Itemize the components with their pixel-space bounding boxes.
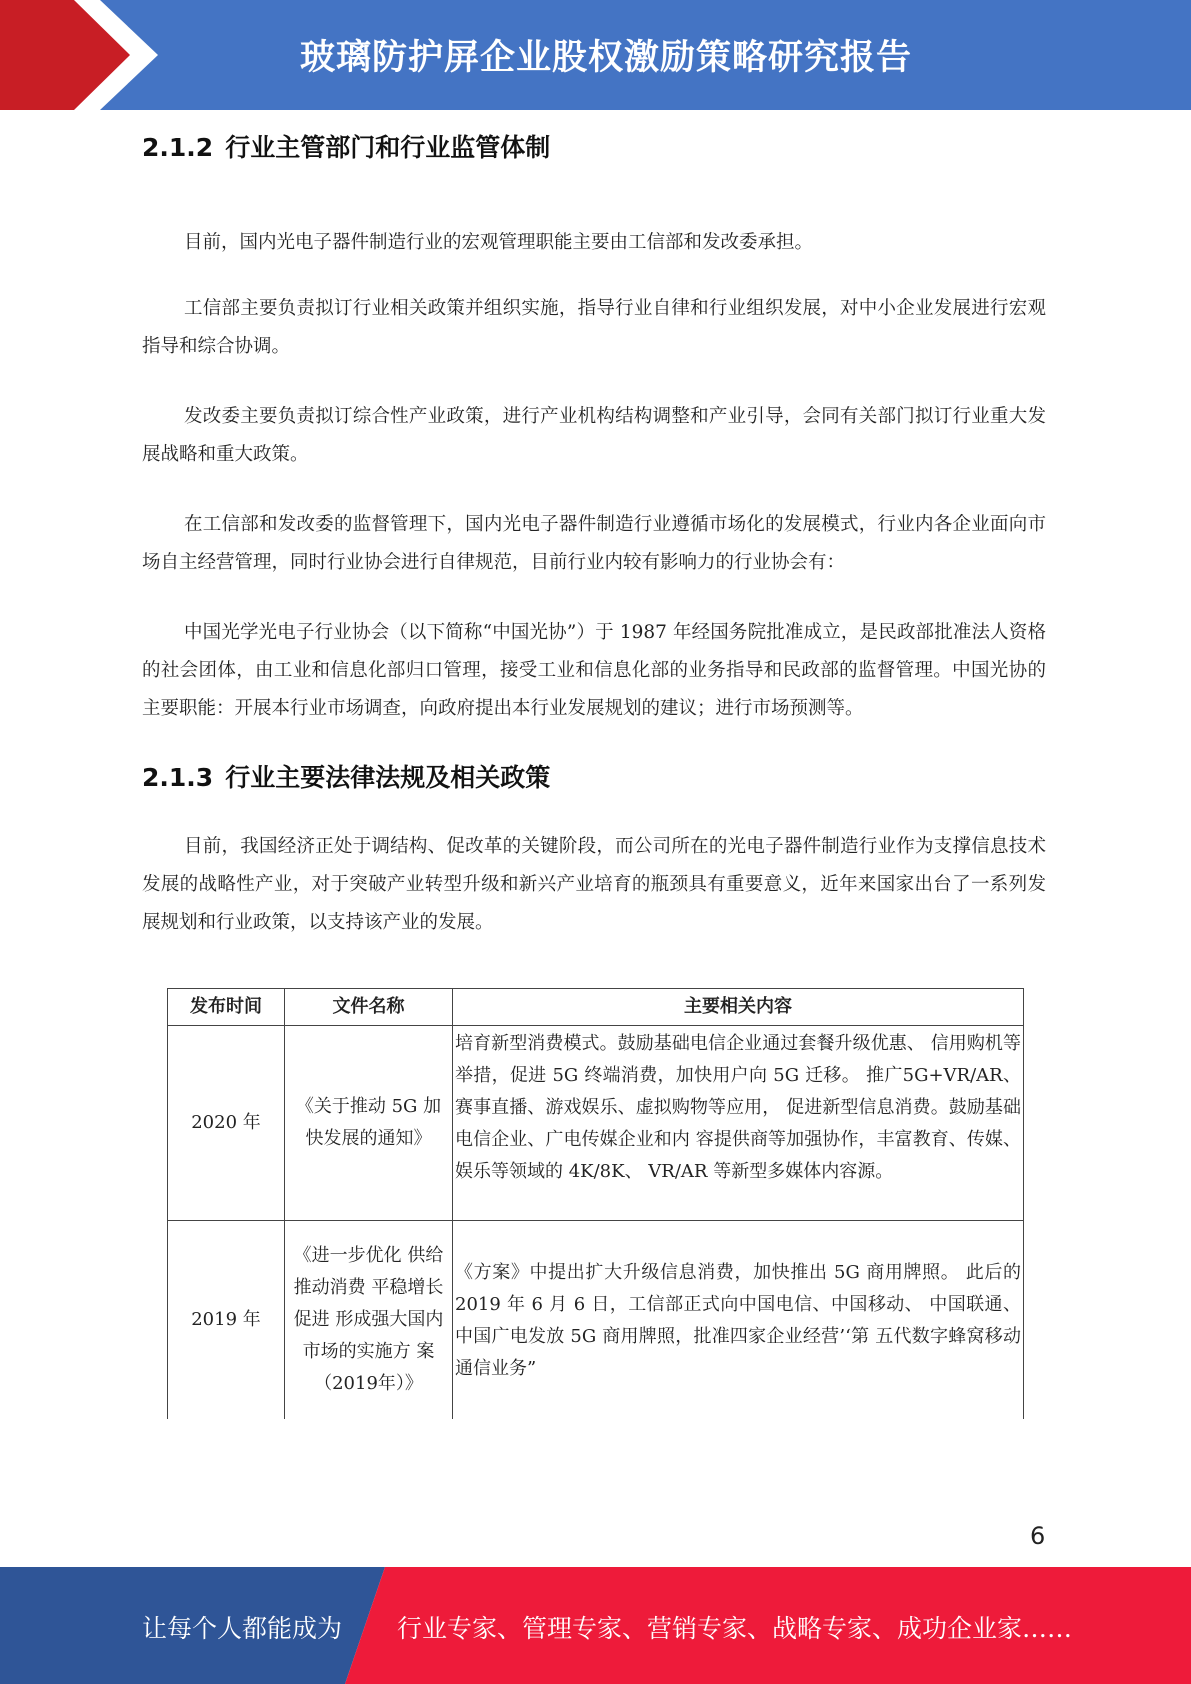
paragraph: 工信部主要负责拟订行业相关政策并组织实施，指导行业自律和行业组织发展，对中小企业发展进行宏观指导和综合协调。 [142,298,1046,357]
table-row [168,1221,1024,1420]
content-cell: 《方案》中提出扩大升级信息消费，加快推出 5G 商用牌照。 此后的 2019 年 6 月 6 日，工信部正式向中国电信、中国移动、 中国联通、中国广电发放 5G 商用牌照，批准四家企业经营’‘第 五代数字蜂窝移动通信业务” [453,1221,1024,1420]
content-cell: 培育新型消费模式。鼓励基础电信企业通过套餐升级优惠、 信用购机等举措，促进 5G 终端消费，加快用户向 5G 迁移。 推广5G+VR/AR、赛事直播、游戏娱乐、虚拟购物等应用， 促进新型信息消费。鼓励基础电信企业、广电传媒企业和内 容提供商等加强协作，丰富教育、传媒、娱乐等领域的 4K/8K、 VR/AR 等新型多媒体内容源。 [453,1026,1024,1221]
document-name-cell: 《进一步优化 供给推动消费 平稳增长促进 形成强大国内 市场的实施方 案（2019年）》 [285,1221,453,1420]
section-title: 行业主管部门和行业监管体制 [225,133,551,162]
section-number: 2.1.2 [142,133,214,162]
paragraph: 目前，国内光电子器件制造行业的宏观管理职能主要由工信部和发改委承担。 [184,232,814,253]
footer-slogan-right: 行业专家、管理专家、营销专家、战略专家、成功企业家…… [397,1614,1073,1643]
year-cell: 2019 年 [168,1221,285,1420]
section-heading-2-1-3 [142,758,1046,794]
paragraph: 中国光学光电子行业协会（以下简称“中国光协”）于 1987 年经国务院批准成立，是民政部批准法人资格的社会团体，由工业和信息化部归口管理，接受工业和信息化部的业务指导和民政部的监督管理。中国光协的主要职能：开展本行业市场调查，向政府提出本行业发展规划的建议；进行市场预测等。 [142,622,1046,719]
paragraph: 在工信部和发改委的监督管理下，国内光电子器件制造行业遵循市场化的发展模式，行业内各企业面向市场自主经营管理，同时行业协会进行自律规范，目前行业内较有影响力的行业协会有： [142,514,1046,573]
policy-table [167,988,1024,1419]
paragraph: 发改委主要负责拟订综合性产业政策，进行产业机构结构调整和产业引导，会同有关部门拟订行业重大发展战略和重大政策。 [142,406,1046,465]
report-title: 玻璃防护屏企业股权激励策略研究报告 [300,38,913,78]
document-name-cell: 《关于推动 5G 加快发展的通知》 [285,1026,453,1221]
table-header-row [168,989,1024,1026]
column-header: 主要相关内容 [453,989,1024,1026]
page-header [0,0,1191,110]
section-title: 行业主要法律法规及相关政策 [225,763,551,792]
paragraph: 目前，我国经济正处于调结构、促改革的关键阶段，而公司所在的光电子器件制造行业作为支撑信息技术发展的战略性产业，对于突破产业转型升级和新兴产业培育的瓶颈具有重要意义，近年来国家出台了一系列发展规划和行业政策，以支持该产业的发展。 [142,836,1046,933]
page-content [142,128,1046,942]
footer-slogan-left: 让每个人都能成为 [142,1614,343,1643]
page-number: 6 [1030,1522,1046,1550]
column-header: 文件名称 [285,989,453,1026]
table-row [168,1026,1024,1221]
section-number: 2.1.3 [142,763,214,792]
page-footer [0,1567,1191,1684]
section-heading-2-1-2 [142,128,1046,164]
year-cell: 2020 年 [168,1026,285,1221]
column-header: 发布时间 [168,989,285,1026]
